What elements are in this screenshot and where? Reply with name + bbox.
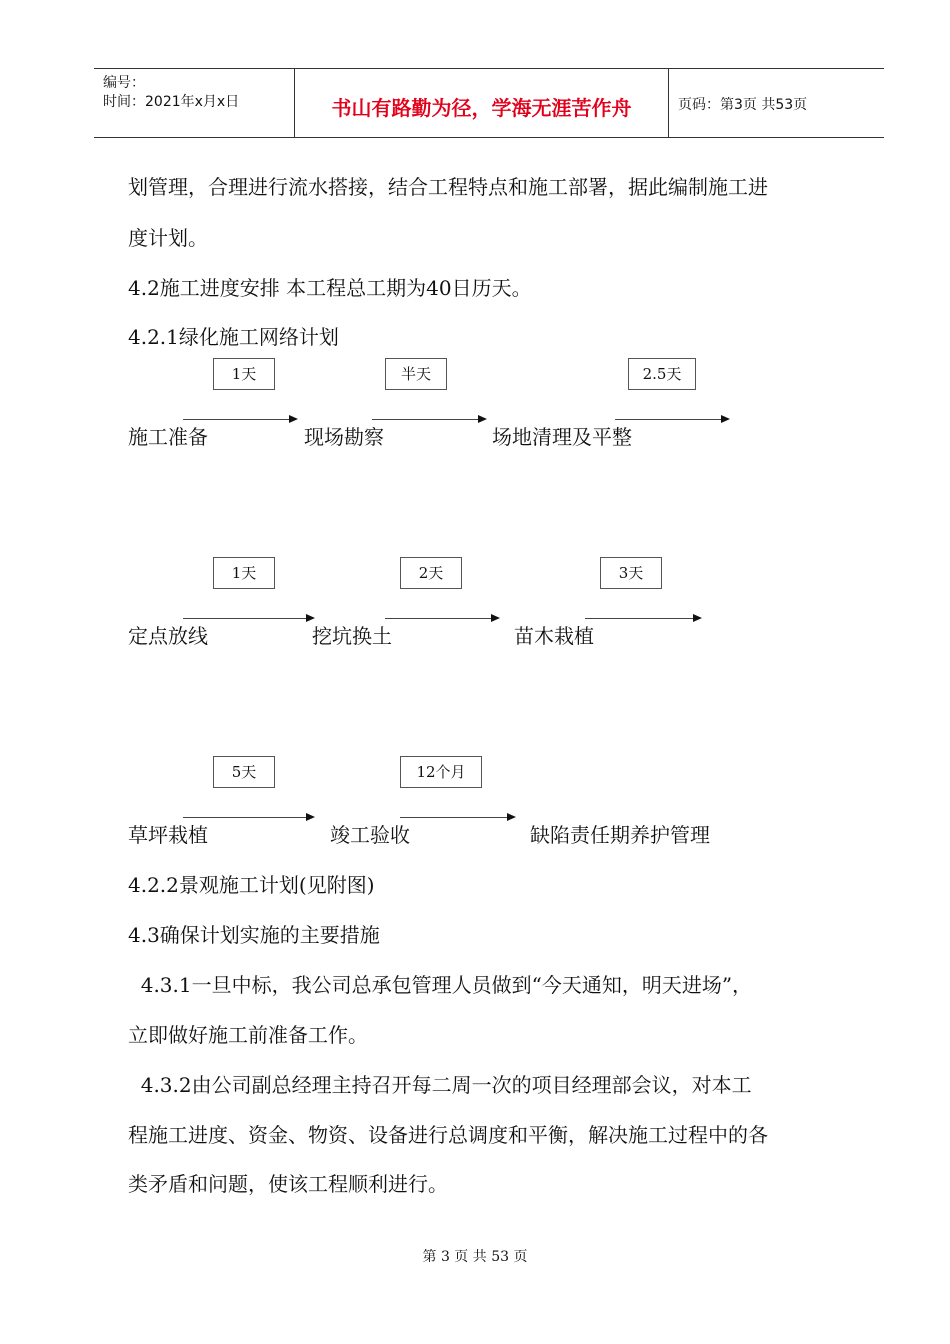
page-number-label: 页码：第3页 共53页 xyxy=(678,97,808,113)
flow-node: 草坪栽植 xyxy=(128,823,208,847)
time-label: 时间：2021年x月x日 xyxy=(103,94,240,110)
duration-box: 1天 xyxy=(213,358,275,390)
header-page-cell xyxy=(669,69,884,137)
section-heading: 4.3确保计划实施的主要措施 xyxy=(128,923,380,947)
section-heading: 4.2.2景观施工计划(见附图) xyxy=(128,873,375,897)
flow-node: 苗木栽植 xyxy=(514,624,594,648)
header-motto-cell xyxy=(295,69,669,137)
section-heading: 4.2.1绿化施工网络计划 xyxy=(128,325,339,349)
duration-box: 3天 xyxy=(600,557,662,589)
page-header xyxy=(94,68,884,138)
flow-arrow xyxy=(183,817,306,818)
text-line: 程施工进度、资金、物资、设备进行总调度和平衡，解决施工过程中的各 xyxy=(128,1123,768,1147)
motto: 书山有路勤为径，学海无涯苦作舟 xyxy=(331,96,632,120)
number-label: 编号： xyxy=(103,75,145,91)
flow-node: 定点放线 xyxy=(128,624,208,648)
text-line: 类矛盾和问题，使该工程顺利进行。 xyxy=(128,1172,448,1196)
flow-node: 缺陷责任期养护管理 xyxy=(530,823,710,847)
flow-node: 场地清理及平整 xyxy=(492,425,632,449)
duration-box: 5天 xyxy=(213,756,275,788)
duration-box: 2.5天 xyxy=(628,358,696,390)
duration-box: 2天 xyxy=(400,557,462,589)
flow-arrow xyxy=(585,618,693,619)
text-line: 4.3.2由公司副总经理主持召开每二周一次的项目经理部会议，对本工 xyxy=(128,1073,752,1097)
flow-arrow xyxy=(385,618,491,619)
flow-node: 挖坑换土 xyxy=(312,624,392,648)
text-line: 4.3.1一旦中标，我公司总承包管理人员做到“今天通知，明天进场”， xyxy=(128,973,753,997)
flow-node: 现场勘察 xyxy=(304,425,384,449)
flow-arrow xyxy=(615,419,721,420)
header-meta-cell xyxy=(94,69,295,137)
flow-arrow xyxy=(183,419,289,420)
section-heading: 4.2施工进度安排 本工程总工期为40日历天。 xyxy=(128,276,532,300)
duration-box: 1天 xyxy=(213,557,275,589)
flow-arrow xyxy=(400,817,507,818)
page-footer: 第 3 页 共 53 页 xyxy=(422,1249,528,1265)
duration-box: 半天 xyxy=(385,358,447,390)
duration-box: 12个月 xyxy=(400,756,482,788)
text-line: 划管理，合理进行流水搭接，结合工程特点和施工部署，据此编制施工进 xyxy=(128,175,768,199)
flow-arrow xyxy=(372,419,478,420)
text-line: 度计划。 xyxy=(128,226,208,250)
text-line: 立即做好施工前准备工作。 xyxy=(128,1023,368,1047)
flow-node: 施工准备 xyxy=(128,425,208,449)
flow-node: 竣工验收 xyxy=(330,823,410,847)
flow-arrow xyxy=(183,618,306,619)
